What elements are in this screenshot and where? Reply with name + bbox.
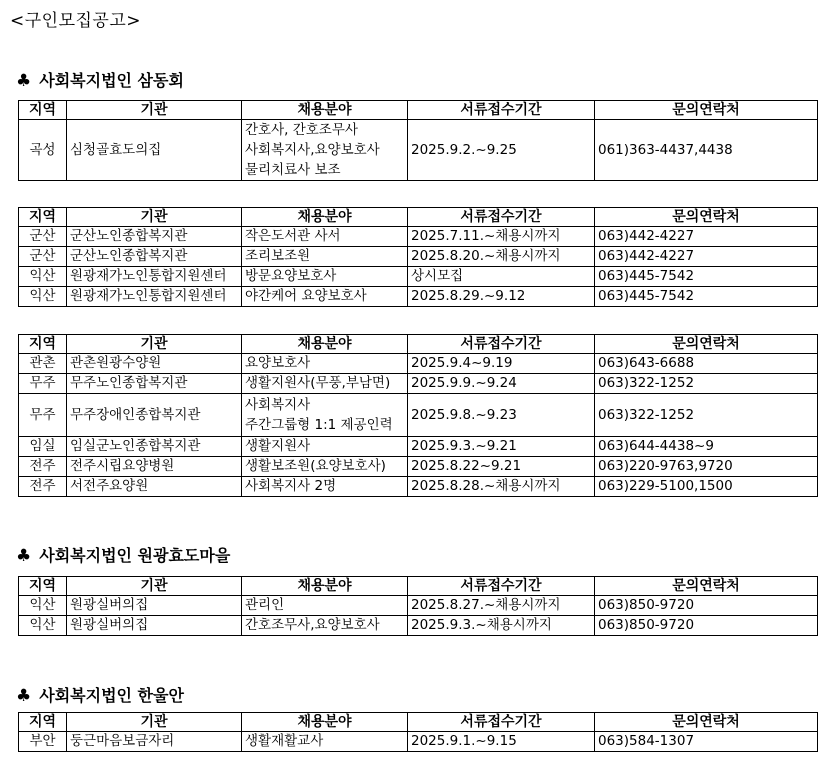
column-header: 채용분야 xyxy=(242,101,408,120)
period-cell: 2025.9.4~9.19 xyxy=(408,354,595,374)
column-header: 채용분야 xyxy=(242,713,408,732)
field-line: 생활지원사(무풍,부남면) xyxy=(245,375,391,391)
period-cell: 2025.9.1.~9.15 xyxy=(408,732,595,752)
column-header: 문의연락처 xyxy=(595,101,818,120)
column-header: 기관 xyxy=(67,101,242,120)
club-suit-icon: ♣ xyxy=(16,71,32,91)
contact-cell: 063)850-9720 xyxy=(595,616,818,636)
field-line: 방문요양보호사 xyxy=(245,268,337,284)
column-header: 문의연락처 xyxy=(595,577,818,596)
agency-cell: 무주노인종합복지관 xyxy=(67,374,242,394)
agency-cell: 서전주요양원 xyxy=(67,477,242,497)
agency-cell: 둥근마음보금자리 xyxy=(67,732,242,752)
contact-cell: 063)442-4227 xyxy=(595,227,818,247)
column-header: 채용분야 xyxy=(242,577,408,596)
field-cell xyxy=(242,120,408,181)
table-row xyxy=(19,457,818,477)
organization-heading xyxy=(16,68,184,91)
agency-cell: 군산노인종합복지관 xyxy=(67,227,242,247)
field-line: 물리치료사 보조 xyxy=(245,162,341,178)
column-header: 지역 xyxy=(19,101,67,120)
agency-cell: 심청골효도의집 xyxy=(67,120,242,181)
period-cell: 2025.7.11.~채용시까지 xyxy=(408,227,595,247)
period-cell: 2025.9.9.~9.24 xyxy=(408,374,595,394)
field-line: 간호사, 간호조무사 xyxy=(245,122,358,138)
field-line: 조리보조원 xyxy=(245,248,311,264)
field-cell xyxy=(242,457,408,477)
job-table xyxy=(18,712,818,752)
column-header: 서류접수기간 xyxy=(408,101,595,120)
period-cell: 2025.8.28.~채용시까지 xyxy=(408,477,595,497)
period-cell: 2025.9.3.~9.21 xyxy=(408,437,595,457)
region-cell: 군산 xyxy=(19,227,67,247)
field-line: 생활재활교사 xyxy=(245,733,324,749)
contact-cell: 063)445-7542 xyxy=(595,287,818,307)
table-row xyxy=(19,374,818,394)
period-cell: 2025.9.2.~9.25 xyxy=(408,120,595,181)
table-row xyxy=(19,732,818,752)
region-cell: 관촌 xyxy=(19,354,67,374)
club-suit-icon: ♣ xyxy=(16,546,32,566)
field-cell xyxy=(242,437,408,457)
table-header-row xyxy=(19,101,818,120)
field-cell xyxy=(242,596,408,616)
column-header: 서류접수기간 xyxy=(408,335,595,354)
agency-cell: 관촌원광수양원 xyxy=(67,354,242,374)
column-header: 지역 xyxy=(19,335,67,354)
job-table xyxy=(18,100,818,181)
column-header: 문의연락처 xyxy=(595,713,818,732)
agency-cell: 원광실버의집 xyxy=(67,616,242,636)
organization-heading xyxy=(16,543,230,566)
region-cell: 무주 xyxy=(19,394,67,437)
club-suit-icon: ♣ xyxy=(16,686,32,706)
contact-cell: 063)322-1252 xyxy=(595,394,818,437)
contact-cell: 063)445-7542 xyxy=(595,267,818,287)
contact-cell: 063)584-1307 xyxy=(595,732,818,752)
period-cell: 2025.8.29.~9.12 xyxy=(408,287,595,307)
field-cell xyxy=(242,247,408,267)
table-header-row xyxy=(19,713,818,732)
column-header: 기관 xyxy=(67,577,242,596)
region-cell: 익산 xyxy=(19,616,67,636)
contact-cell: 061)363-4437,4438 xyxy=(595,120,818,181)
document-title: <구인모집공고> xyxy=(10,11,142,31)
column-header: 서류접수기간 xyxy=(408,713,595,732)
column-header: 서류접수기간 xyxy=(408,577,595,596)
column-header: 기관 xyxy=(67,335,242,354)
region-cell: 곡성 xyxy=(19,120,67,181)
field-cell xyxy=(242,227,408,247)
period-cell: 2025.9.3.~채용시까지 xyxy=(408,616,595,636)
contact-cell: 063)850-9720 xyxy=(595,596,818,616)
field-line: 사회복지사,요양보호사 xyxy=(245,142,380,158)
organization-name: 사회복지법인 삼동회 xyxy=(39,71,184,90)
organization-name: 사회복지법인 원광효도마을 xyxy=(39,546,231,565)
column-header: 채용분야 xyxy=(242,335,408,354)
table-row xyxy=(19,437,818,457)
region-cell: 부안 xyxy=(19,732,67,752)
table-row xyxy=(19,394,818,437)
field-cell xyxy=(242,394,408,437)
contact-cell: 063)644-4438~9 xyxy=(595,437,818,457)
table-header-row xyxy=(19,208,818,227)
field-line: 야간케어 요양보호사 xyxy=(245,288,367,304)
field-cell xyxy=(242,354,408,374)
job-table xyxy=(18,576,818,636)
table-row xyxy=(19,287,818,307)
column-header: 문의연락처 xyxy=(595,208,818,227)
region-cell: 익산 xyxy=(19,267,67,287)
table-row xyxy=(19,247,818,267)
agency-cell: 전주시립요양병원 xyxy=(67,457,242,477)
table-row xyxy=(19,616,818,636)
contact-cell: 063)220-9763,9720 xyxy=(595,457,818,477)
contact-cell: 063)229-5100,1500 xyxy=(595,477,818,497)
organization-heading xyxy=(16,683,184,706)
field-cell xyxy=(242,732,408,752)
table-row xyxy=(19,227,818,247)
agency-cell: 군산노인종합복지관 xyxy=(67,247,242,267)
field-cell xyxy=(242,374,408,394)
table-header-row xyxy=(19,577,818,596)
period-cell: 상시모집 xyxy=(408,267,595,287)
field-cell xyxy=(242,616,408,636)
region-cell: 전주 xyxy=(19,457,67,477)
region-cell: 군산 xyxy=(19,247,67,267)
field-line: 사회복지사 xyxy=(245,397,311,413)
agency-cell: 임실군노인종합복지관 xyxy=(67,437,242,457)
contact-cell: 063)442-4227 xyxy=(595,247,818,267)
table-row xyxy=(19,267,818,287)
table-row xyxy=(19,477,818,497)
field-line: 생활보조원(요양보호사) xyxy=(245,458,386,474)
region-cell: 무주 xyxy=(19,374,67,394)
region-cell: 익산 xyxy=(19,287,67,307)
table-header-row xyxy=(19,335,818,354)
agency-cell: 무주장애인종합복지관 xyxy=(67,394,242,437)
column-header: 문의연락처 xyxy=(595,335,818,354)
agency-cell: 원광재가노인통합지원센터 xyxy=(67,267,242,287)
job-table xyxy=(18,207,818,307)
field-cell xyxy=(242,477,408,497)
region-cell: 임실 xyxy=(19,437,67,457)
contact-cell: 063)322-1252 xyxy=(595,374,818,394)
field-cell xyxy=(242,267,408,287)
region-cell: 익산 xyxy=(19,596,67,616)
period-cell: 2025.8.20.~채용시까지 xyxy=(408,247,595,267)
column-header: 지역 xyxy=(19,577,67,596)
column-header: 지역 xyxy=(19,713,67,732)
field-cell xyxy=(242,287,408,307)
agency-cell: 원광재가노인통합지원센터 xyxy=(67,287,242,307)
field-line: 생활지원사 xyxy=(245,438,311,454)
table-row xyxy=(19,120,818,181)
column-header: 채용분야 xyxy=(242,208,408,227)
job-table xyxy=(18,334,818,497)
column-header: 기관 xyxy=(67,208,242,227)
organization-name: 사회복지법인 한울안 xyxy=(39,686,184,705)
table-row xyxy=(19,354,818,374)
field-line: 관리인 xyxy=(245,597,285,613)
period-cell: 2025.9.8.~9.23 xyxy=(408,394,595,437)
field-line: 간호조무사,요양보호사 xyxy=(245,617,380,633)
column-header: 기관 xyxy=(67,713,242,732)
table-row xyxy=(19,596,818,616)
field-line: 요양보호사 xyxy=(245,355,311,371)
agency-cell: 원광실버의집 xyxy=(67,596,242,616)
period-cell: 2025.8.22~9.21 xyxy=(408,457,595,477)
field-line: 주간그룹형 1:1 제공인력 xyxy=(245,417,393,433)
field-line: 작은도서관 사서 xyxy=(245,228,341,244)
column-header: 지역 xyxy=(19,208,67,227)
period-cell: 2025.8.27.~채용시까지 xyxy=(408,596,595,616)
column-header: 서류접수기간 xyxy=(408,208,595,227)
region-cell: 전주 xyxy=(19,477,67,497)
field-line: 사회복지사 2명 xyxy=(245,478,337,494)
contact-cell: 063)643-6688 xyxy=(595,354,818,374)
